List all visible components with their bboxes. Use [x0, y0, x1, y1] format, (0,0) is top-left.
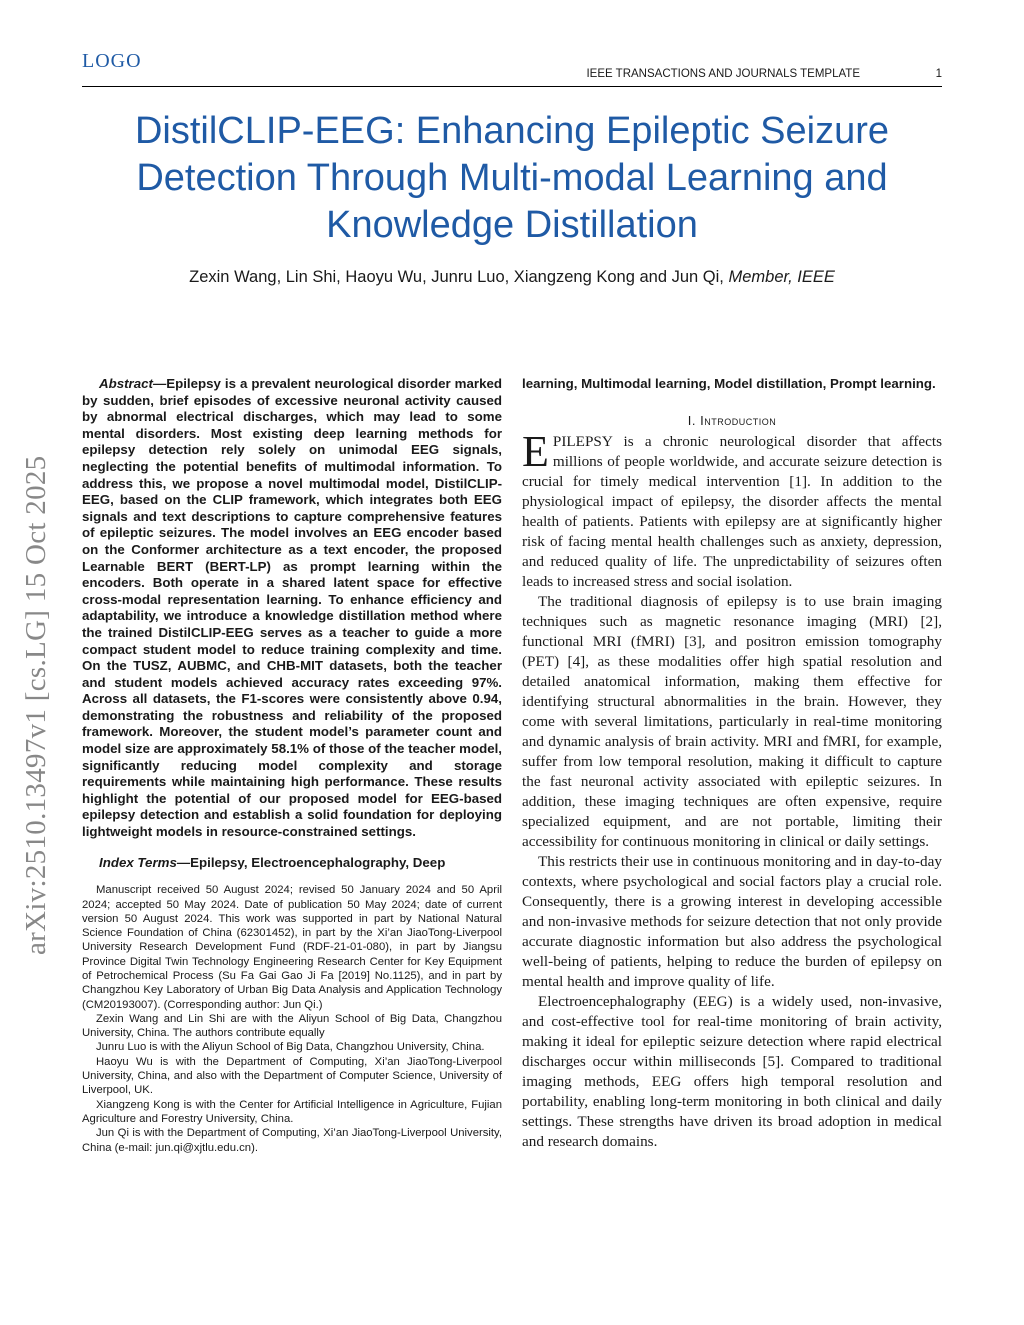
- running-header: [82, 68, 942, 87]
- page-number: 1: [935, 68, 942, 80]
- abstract-label: Abstract—: [99, 376, 167, 391]
- abstract: [82, 376, 502, 841]
- journal-logo: LOGO: [82, 50, 142, 72]
- footnote-manuscript: Manuscript received 50 August 2024; revised 50 January 2024 and 50 April 2024; accepted 50 May 2024. Date of publication 50 May 2024; date of current version 50 August 2024. This work was supported in part by National Natural Science Foundation of China (62301452), in part by the Xi’an JiaoTong-Liverpool University Research Development Fund (RDF-21-01-080), in part by Jiangsu Province Digital Twin Technology Engineering Research Center for Key Equipment of Petrochemical Process (Su Fa Gai Gao Ji Fa [2019] No.1125), and in part by Changzhou Key Laboratory of Urban Big Data Analysis and Application Technology (CM20193007). (Corresponding author: Jun Qi.): [82, 884, 502, 1011]
- intro-paragraph: This restricts their use in continuous monitoring and in day-to-day contexts, where psychological and social factors play a crucial role. Consequently, there is a growing interest in developing accessible and non-invasive methods for seizure detection that not only provide accurate diagnostic information but also address the psychological well-being of patients, helping to reduce the burden of epilepsy on mental health and improve quality of life.: [522, 852, 942, 990]
- index-terms-continued: learning, Multimodal learning, Model distillation, Prompt learning.: [522, 376, 936, 391]
- section-heading-introduction: I. Introduction: [687, 412, 777, 428]
- index-terms-text: Epilepsy, Electroencephalography, Deep: [190, 854, 446, 870]
- drop-cap: E: [522, 426, 549, 476]
- author-list: [82, 268, 942, 287]
- arxiv-stamp: arXiv:2510.13497v1 [cs.LG] 15 Oct 2025: [20, 455, 52, 955]
- footnote-affiliation: Zexin Wang and Lin Shi are with the Aliyun School of Big Data, Changzhou University, China. The authors contribute equally: [82, 1012, 502, 1040]
- intro-paragraph: [522, 426, 942, 592]
- abstract-text: Epilepsy is a prevalent neurological disorder marked by sudden, brief episodes of excessive neuronal activity caused by abnormal electrical discharges, which may lead to some mental disorders. Most existing deep learning methods for epilepsy detection rely solely on unimodal EEG signals, neglecting the potential benefits of multimodal information. To address this, we propose a novel multimodal model, DistilCLIP-EEG, based on the CLIP framework, which integrates both EEG signals and text descriptions to capture comprehensive features of epileptic seizures. The model involves an EEG encoder based on the Conformer architecture as a text encoder, the proposed Learnable BERT (BERT-LP) as prompt learning within the encoders. Both operate in a shared latent space for effective cross-modal representation learning. To enhance efficiency and adaptability, we introduce a knowledge distillation method where the trained DistilCLIP-EEG serves as a teacher to guide a more compact student model to reduce training complexity and time. On the TUSZ, AUBMC, and CHB-MIT datasets, both the teacher and student models achieved accuracy rates exceeding 97%. Across all datasets, the F1-scores were consistently above 0.94, demonstrating the robustness and reliability of the proposed framework. Moreover, the student model’s parameter count and model size are approximately 58.1% of those of the teacher model, significantly reducing model complexity and storage requirements while maintaining high performance. These results highlight the potential of our proposed model for EEG-based epilepsy detection and establish a solid foundation for deploying lightweight models in resource-constrained settings.: [82, 376, 502, 840]
- intro-paragraph-text: PILEPSY is a chronic neurological disorder that affects millions of people worldwide, and accurate seizure detection is crucial for timely medical intervention [1]. In addition to the physiological impact of epilepsy, the disorder affects the mental health of patients. Patients with epilepsy are at significantly higher risk of facing mental health challenges such as anxiety, depression, and reduced quality of life. The unpredictability of seizures often leads to increased stress and social isolation.: [522, 432, 942, 590]
- introduction-body: [522, 426, 942, 1152]
- journal-name: IEEE TRANSACTIONS AND JOURNALS TEMPLATE: [586, 68, 860, 80]
- index-terms: [82, 855, 502, 872]
- footnote-affiliation: Junru Luo is with the Aliyun School of Big Data, Changzhou University, China.: [96, 1041, 485, 1054]
- footnote-affiliation: Jun Qi is with the Department of Computing, Xi’an JiaoTong-Liverpool University, China (e-mail: jun.qi@xjtlu.edu.cn).: [82, 1127, 502, 1154]
- author-membership: Member, IEEE: [728, 268, 835, 286]
- intro-paragraph: The traditional diagnosis of epilepsy is to use brain imaging techniques such as magnetic resonance imaging (MRI) [2], functional MRI (fMRI) [3], and positron emission tomography (PET) [4], as these modalities offer high spatial resolution and detailed anatomical information, making them effective for identifying structural abnormalities in the brain. However, they come with several limitations, particularly in real-time monitoring and dynamic analysis of brain activity. MRI and fMRI, for example, suffer from low temporal resolution, making it difficult to capture the fast neuronal activity associated with epileptic seizures. In addition, these imaging techniques are often expensive, require specialized equipment, and are not portable, limiting their accessibility for continuous monitoring in clinical or daily settings.: [522, 592, 942, 850]
- index-terms-label: Index Terms—: [99, 854, 191, 870]
- footnotes: [82, 883, 502, 1155]
- paper-title: DistilCLIP-EEG: Enhancing Epileptic Seizure Detection Through Multi-modal Learning and Knowledge Distillation: [134, 110, 889, 246]
- right-column: [522, 376, 942, 1152]
- footnote-affiliation: Xiangzeng Kong is with the Center for Artificial Intelligence in Agriculture, Fujian Agriculture and Forestry University, China.: [82, 1098, 502, 1125]
- intro-paragraph: Electroencephalography (EEG) is a widely used, non-invasive, and cost-effective tool for real-time monitoring of brain activity, making it ideal for epileptic seizure detection where rapid electrical discharges occur within milliseconds [5]. Compared to traditional imaging methods, EEG offers high temporal resolution and portability, enabling long-term monitoring in both clinical and daily settings. These strengths have driven its broad adoption in medical and research domains.: [522, 992, 942, 1150]
- author-names: Zexin Wang, Lin Shi, Haoyu Wu, Junru Luo, Xiangzeng Kong and Jun Qi,: [189, 268, 724, 286]
- footnote-affiliation: Haoyu Wu is with the Department of Computing, Xi’an JiaoTong-Liverpool University, China, and also with the Department of Computer Science, University of Liverpool, UK.: [82, 1055, 502, 1097]
- left-column: [82, 376, 502, 1155]
